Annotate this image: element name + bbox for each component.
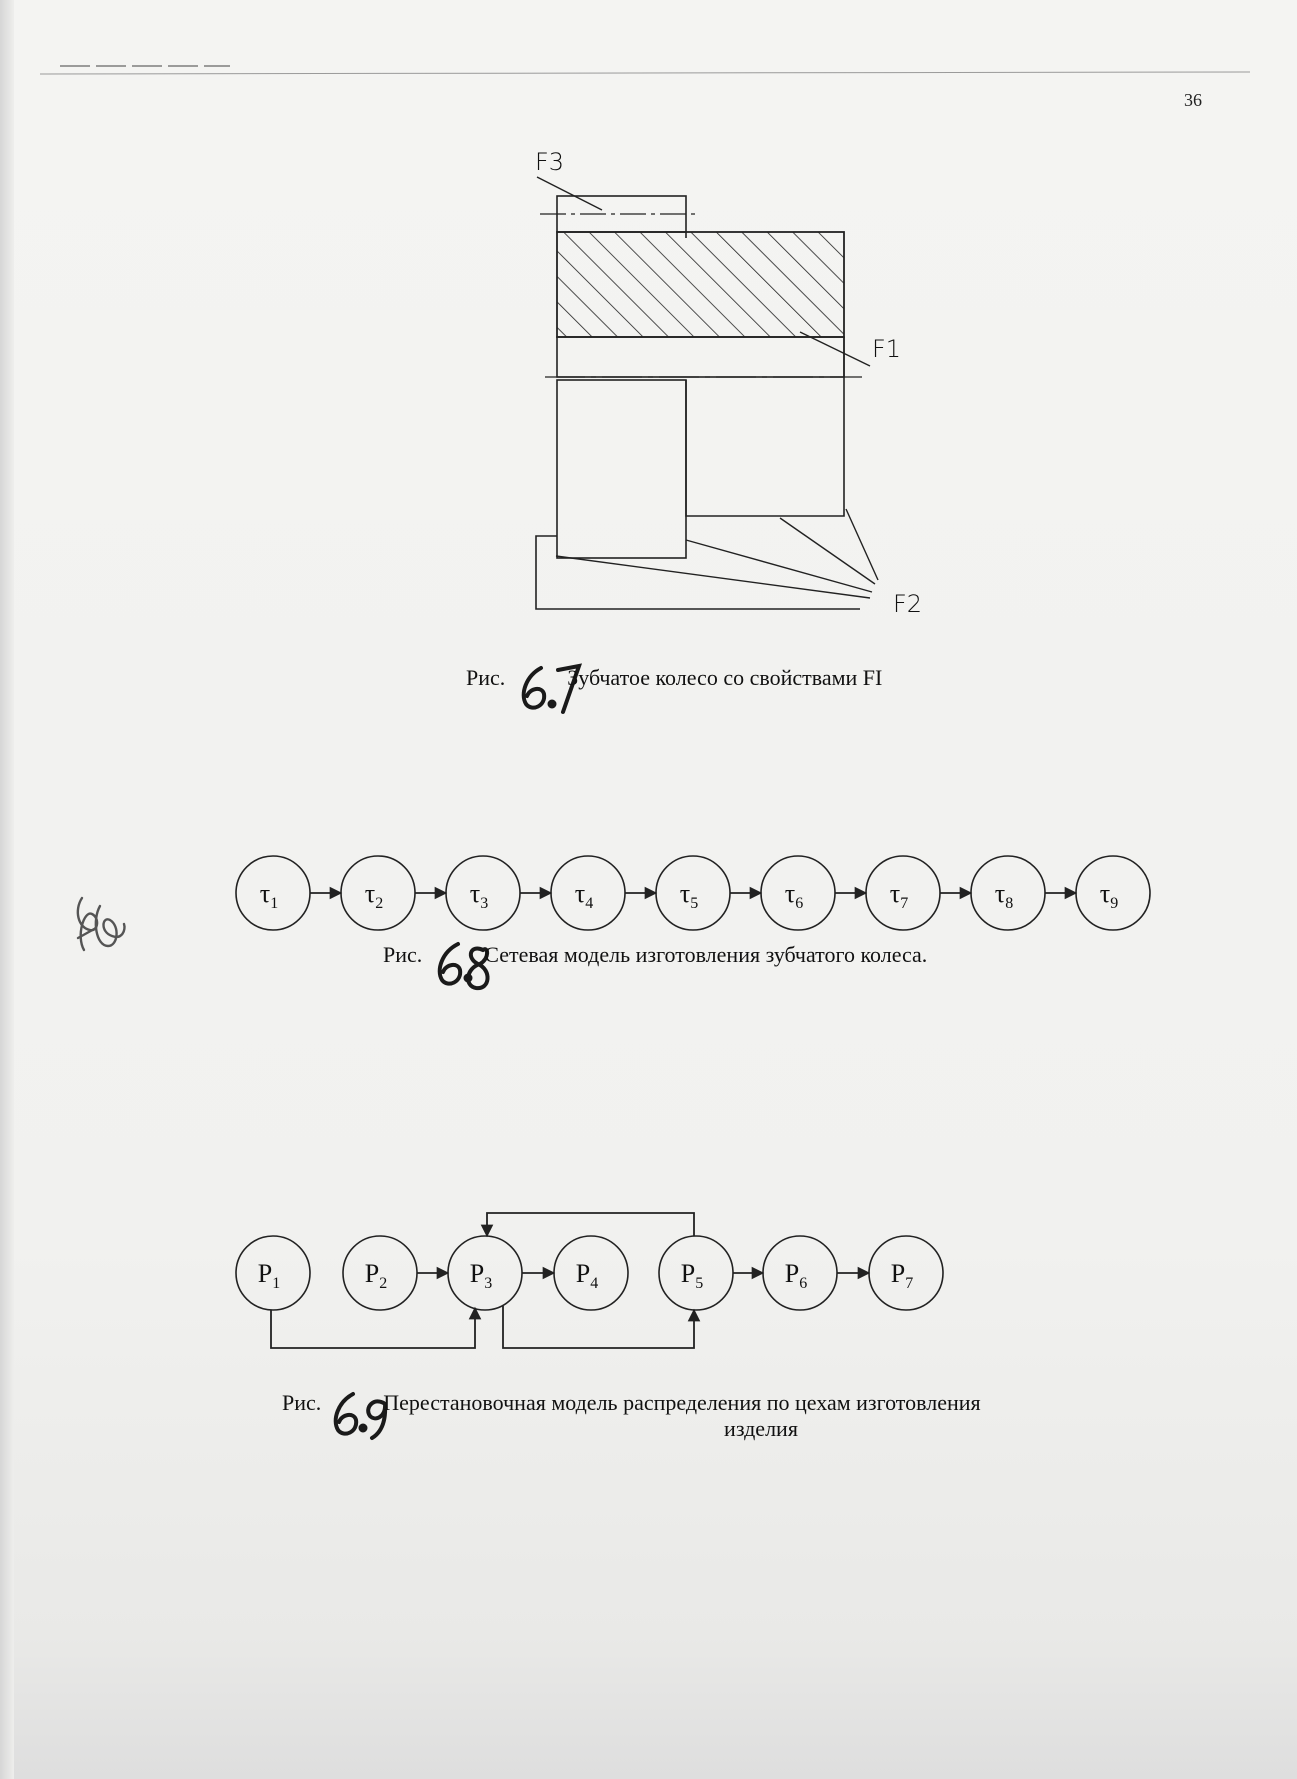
tau-node-3 xyxy=(446,856,520,930)
gear-base xyxy=(536,536,860,609)
p-node-label: $P_3$ xyxy=(469,1259,493,1292)
caption-prefix: Рис. xyxy=(383,942,423,967)
p-node-circle xyxy=(659,1236,733,1310)
tau-node-label: $\tau_5$ xyxy=(679,879,699,912)
tau-node-label: $\tau_7$ xyxy=(889,879,909,912)
tau-node-2 xyxy=(341,856,415,930)
gear-hub xyxy=(557,380,686,558)
figure3-caption xyxy=(282,1390,1182,1442)
tau-node-6 xyxy=(761,856,835,930)
tau-node-circle xyxy=(761,856,835,930)
p-node-3 xyxy=(448,1236,522,1310)
p-node-1 xyxy=(236,1236,310,1310)
leader-f2 xyxy=(846,509,878,580)
figure1-caption xyxy=(466,665,882,691)
page-number: 36 xyxy=(1184,90,1202,110)
p-node-label: $P_4$ xyxy=(575,1259,599,1292)
caption-text: Перестановочная модель распределения по цехам изготовления xyxy=(383,1390,981,1415)
tau-node-circle xyxy=(551,856,625,930)
tau-node-label: $\tau_4$ xyxy=(574,879,594,912)
tau-node-circle xyxy=(656,856,730,930)
p-node-circle xyxy=(554,1236,628,1310)
tau-node-label: $\tau_3$ xyxy=(469,879,489,912)
scan-line xyxy=(40,72,1250,74)
p-node-circle xyxy=(448,1236,522,1310)
leader-f2 xyxy=(686,540,872,592)
tau-node-circle xyxy=(341,856,415,930)
tau-node-circle xyxy=(1076,856,1150,930)
tau-node-label: $\tau_2$ xyxy=(364,879,384,912)
caption-prefix: Рис. xyxy=(466,665,506,690)
gear-body xyxy=(557,337,844,377)
gear-bore xyxy=(686,380,844,516)
tau-node-4 xyxy=(551,856,625,930)
p-node-label: $P_2$ xyxy=(364,1259,388,1292)
permutation-model xyxy=(236,1213,943,1348)
label-f1: F1 xyxy=(872,335,902,363)
tau-node-label: $\tau_9$ xyxy=(1099,879,1119,912)
p-bent-edge-arrow xyxy=(503,1306,694,1348)
network-model xyxy=(236,856,1150,930)
p-node-4 xyxy=(554,1236,628,1310)
p-bent-edge-arrow xyxy=(487,1213,694,1236)
p-node-2 xyxy=(343,1236,417,1310)
p-bent-edge-arrow xyxy=(271,1308,475,1348)
tau-node-7 xyxy=(866,856,940,930)
p-node-label: $P_5$ xyxy=(680,1259,704,1292)
p-node-label: $P_7$ xyxy=(890,1259,914,1292)
p-node-circle xyxy=(343,1236,417,1310)
gear-wheel-drawing xyxy=(535,148,922,618)
caption-prefix: Рис. xyxy=(282,1390,322,1415)
p-node-label: $P_1$ xyxy=(257,1259,281,1292)
p-node-6 xyxy=(763,1236,837,1310)
tau-node-label: $\tau_8$ xyxy=(994,879,1014,912)
tau-node-8 xyxy=(971,856,1045,930)
caption-text: Зубчатое колесо со свойствами FI xyxy=(567,665,883,690)
gear-teeth-hatched xyxy=(557,232,844,337)
tau-node-label: $\tau_6$ xyxy=(784,879,804,912)
p-node-7 xyxy=(869,1236,943,1310)
tau-node-circle xyxy=(866,856,940,930)
p-node-circle xyxy=(763,1236,837,1310)
figure2-caption xyxy=(383,942,927,968)
label-f2: F2 xyxy=(893,590,923,618)
caption-text: Сетевая модель изготовления зубчатого колеса. xyxy=(484,942,928,967)
p-node-5 xyxy=(659,1236,733,1310)
tau-node-9 xyxy=(1076,856,1150,930)
caption-text-line2: изделия xyxy=(724,1416,798,1441)
tau-node-circle xyxy=(446,856,520,930)
tau-node-circle xyxy=(236,856,310,930)
tau-node-5 xyxy=(656,856,730,930)
tau-node-1 xyxy=(236,856,310,930)
leader-f2 xyxy=(556,556,870,598)
p-node-label: $P_6$ xyxy=(784,1259,808,1292)
tau-node-label: $\tau_1$ xyxy=(259,879,279,912)
leader-f3 xyxy=(537,177,602,210)
leader-f2 xyxy=(780,518,875,584)
p-node-circle xyxy=(236,1236,310,1310)
p-node-circle xyxy=(869,1236,943,1310)
label-f3: F3 xyxy=(535,148,565,176)
tau-node-circle xyxy=(971,856,1045,930)
margin-handwriting xyxy=(78,898,125,950)
